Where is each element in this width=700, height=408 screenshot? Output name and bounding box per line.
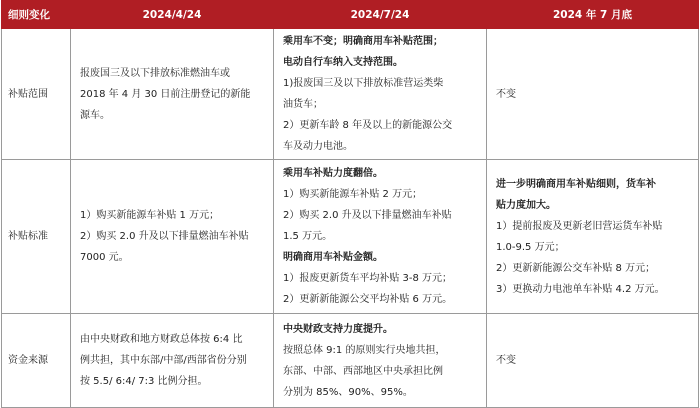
- cell-text: 2018 年 4 月 30 日前注册登记的新能: [80, 88, 251, 100]
- cell-text: 2）购买 2.0 升及以下排量燃油车补贴: [283, 210, 452, 221]
- cell-text: 1）报废更新货车平均补贴 3-8 万元；: [283, 273, 453, 284]
- row-label-subsidy-scope: 补贴范围: [2, 29, 71, 160]
- row-label-funding-source: 资金来源: [2, 314, 71, 408]
- table-row: [2, 160, 699, 314]
- cell-jul24: [274, 160, 487, 314]
- cell-text: 1.0-9.5 万元；: [496, 241, 565, 253]
- cell-jul24: [274, 314, 487, 408]
- cell-text: 1）提前报废及更新老旧营运货车补贴: [496, 220, 663, 232]
- cell-heading: 贴力度加大。: [496, 199, 556, 211]
- header-row: [2, 1, 699, 29]
- cell-text: 不变: [496, 88, 516, 100]
- cell-text: 例共担，其中东部/中部/西部省份分别: [80, 355, 247, 366]
- cell-text: 2）更新新能源公交平均补贴 6 万元。: [283, 294, 453, 305]
- table-row: [2, 29, 699, 160]
- cell-jul-end: [487, 314, 699, 408]
- cell-heading: 电动自行车纳入支持范围。: [283, 57, 403, 68]
- cell-text: 车及动力电池。: [283, 141, 353, 152]
- cell-text: 1）购买新能源车补贴 2 万元；: [283, 189, 423, 200]
- cell-text: 3）更换动力电池单车补贴 4.2 万元。: [496, 283, 665, 295]
- cell-text: 2）购买 2.0 升及以下排量燃油车补贴: [80, 231, 249, 242]
- cell-jul24: [274, 29, 487, 160]
- cell-text: 1.5 万元。: [283, 231, 333, 242]
- cell-text: 2）更新新能源公交车补贴 8 万元；: [496, 262, 656, 274]
- cell-apr: [71, 29, 274, 160]
- header-date-apr: 2024/4/24: [71, 1, 274, 29]
- header-date-jul24: 2024/7/24: [274, 1, 487, 29]
- cell-text: 按 5.5/ 6:4/ 7:3 比例分担。: [80, 376, 208, 387]
- row-label-subsidy-standard: 补贴标准: [2, 160, 71, 314]
- cell-text: 东部、中部、西部地区中央承担比例: [283, 365, 443, 377]
- cell-text: 报废国三及以下排放标准燃油车或: [80, 67, 230, 79]
- header-detail-change: 细则变化: [2, 1, 71, 29]
- cell-text: 1)报废国三及以下排放标准营运类柴: [283, 78, 444, 89]
- cell-text: 2）更新车龄 8 年及以上的新能源公交: [283, 120, 453, 131]
- header-date-jul-end: 2024 年 7 月底: [487, 1, 699, 29]
- cell-text: 油货车；: [283, 99, 323, 110]
- cell-heading: 中央财政支持力度提升。: [283, 323, 393, 335]
- cell-heading: 乘用车补贴力度翻倍。: [283, 168, 383, 179]
- cell-text: 由中央财政和地方财政总体按 6:4 比: [80, 334, 243, 345]
- cell-heading: 乘用车不变；明确商用车补贴范围；: [283, 36, 443, 47]
- cell-text: 7000 元。: [80, 252, 129, 263]
- cell-text: 1）购买新能源车补贴 1 万元；: [80, 210, 220, 221]
- cell-text: 按照总体 9:1 的原则实行央地共担，: [283, 344, 446, 356]
- cell-text: 不变: [496, 355, 516, 366]
- cell-jul-end: [487, 160, 699, 314]
- cell-text: 分别为 85%、90%、95%。: [283, 386, 413, 398]
- cell-heading: 进一步明确商用车补贴细则，货车补: [496, 178, 656, 190]
- cell-jul-end: [487, 29, 699, 160]
- table-row: [2, 314, 699, 408]
- cell-apr: [71, 314, 274, 408]
- cell-heading: 明确商用车补贴金额。: [283, 252, 383, 263]
- cell-text: 源车。: [80, 109, 110, 121]
- policy-comparison-table: [1, 0, 699, 408]
- cell-apr: [71, 160, 274, 314]
